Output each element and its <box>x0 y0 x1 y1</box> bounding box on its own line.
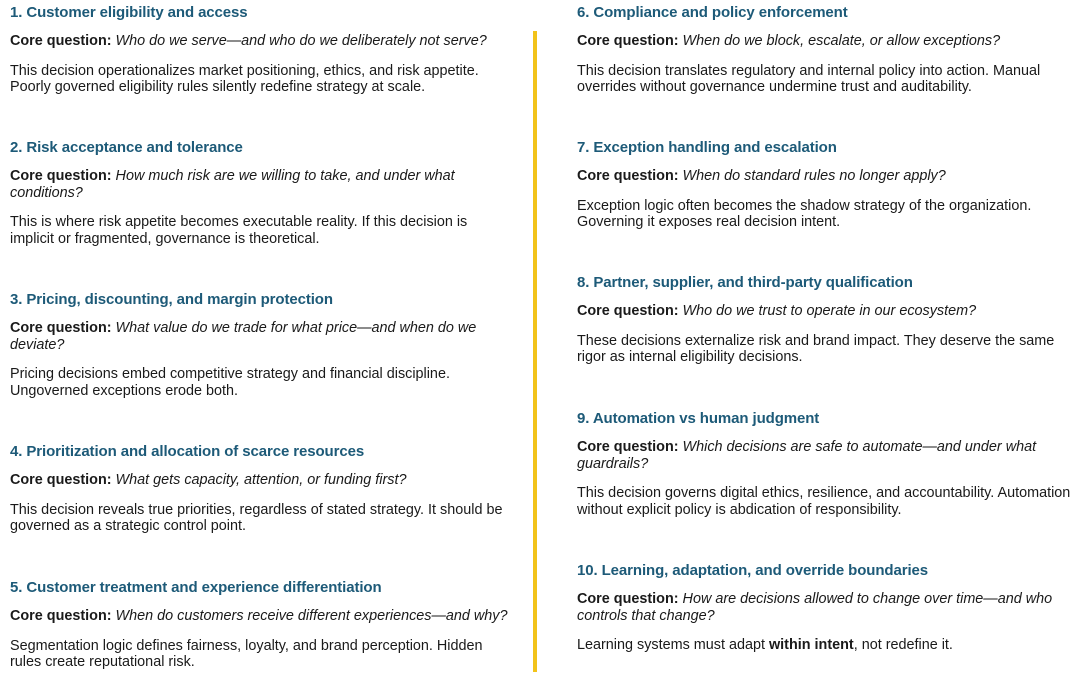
core-question-label: Core question: <box>10 168 112 184</box>
decision-item-6 <box>577 4 1071 96</box>
decision-description: This is where risk appetite becomes executable reality. If this decision is implicit or fragmented, governance is theoretical. <box>10 214 468 247</box>
decision-title: 5. Customer treatment and experience differentiation <box>10 579 382 596</box>
core-question-text: When do we block, escalate, or allow exceptions? <box>682 33 1001 49</box>
core-question <box>577 168 1071 185</box>
decision-item-8 <box>577 274 1071 366</box>
decision-item-10 <box>577 562 1071 654</box>
core-question-label: Core question: <box>577 439 679 455</box>
core-question-label: Core question: <box>577 33 679 49</box>
core-question-label: Core question: <box>10 608 112 624</box>
core-question-text: How are decisions allowed to change over time—and who controls that change? <box>577 591 1053 624</box>
core-question <box>10 320 510 353</box>
decision-description: This decision translates regulatory and internal policy into action. Manual overrides without governance undermine trust and auditability. <box>577 62 1041 95</box>
decision-description <box>577 637 1071 654</box>
decision-description: This decision reveals true priorities, regardless of stated strategy. It should be governed as a strategic control point. <box>10 501 503 534</box>
core-question <box>10 472 510 489</box>
decision-title: 7. Exception handling and escalation <box>577 139 837 156</box>
decision-item-2 <box>10 139 510 247</box>
core-question-text: What value do we trade for what price—and when do we deviate? <box>10 320 477 353</box>
desc-pre: Learning systems must adapt <box>577 637 769 653</box>
core-question <box>577 439 1071 472</box>
decision-item-1 <box>10 4 510 96</box>
core-question <box>577 33 1071 50</box>
decision-title: 6. Compliance and policy enforcement <box>577 4 848 21</box>
decision-item-5 <box>10 579 510 671</box>
core-question-text: Who do we serve—and who do we deliberately not serve? <box>115 33 487 49</box>
decision-title: 3. Pricing, discounting, and margin protection <box>10 291 333 308</box>
core-question-text: When do standard rules no longer apply? <box>682 168 946 184</box>
core-question-text: How much risk are we willing to take, and under what conditions? <box>10 168 455 201</box>
desc-emphasis: within intent <box>768 637 854 653</box>
decision-item-3 <box>10 291 510 399</box>
decision-item-9 <box>577 410 1071 518</box>
core-question-text: Which decisions are safe to automate—and under what guardrails? <box>577 439 1037 472</box>
core-question-label: Core question: <box>577 591 679 607</box>
core-question-label: Core question: <box>10 472 112 488</box>
decision-item-4 <box>10 443 510 535</box>
core-question <box>10 168 510 201</box>
column-divider <box>533 31 537 672</box>
core-question <box>577 591 1071 624</box>
core-question-label: Core question: <box>577 168 679 184</box>
core-question-text: When do customers receive different experiences—and why? <box>115 608 508 624</box>
decision-title: 1. Customer eligibility and access <box>10 4 248 21</box>
decision-description: Segmentation logic defines fairness, loyalty, and brand perception. Hidden rules create reputational risk. <box>10 637 483 670</box>
decision-description: Exception logic often becomes the shadow strategy of the organization. Governing it exposes real decision intent. <box>577 197 1032 230</box>
core-question <box>10 608 510 625</box>
decision-title: 8. Partner, supplier, and third-party qualification <box>577 274 913 291</box>
decision-item-7 <box>577 139 1071 231</box>
core-question <box>577 303 1071 320</box>
decision-title: 9. Automation vs human judgment <box>577 410 820 427</box>
decision-title: 2. Risk acceptance and tolerance <box>10 139 243 156</box>
decision-title: 10. Learning, adaptation, and override boundaries <box>577 562 929 579</box>
core-question-text: What gets capacity, attention, or funding first? <box>115 472 407 488</box>
core-question-label: Core question: <box>10 33 112 49</box>
decision-description: Pricing decisions embed competitive strategy and financial discipline. Ungoverned exceptions erode both. <box>10 366 450 399</box>
core-question-label: Core question: <box>577 303 679 319</box>
core-question-label: Core question: <box>10 320 112 336</box>
decision-description: These decisions externalize risk and brand impact. They deserve the same rigor as internal eligibility decisions. <box>577 332 1055 365</box>
decision-description: This decision operationalizes market positioning, ethics, and risk appetite. Poorly governed eligibility rules silently redefine strategy at scale. <box>10 62 479 95</box>
core-question <box>10 33 510 50</box>
desc-post: , not redefine it. <box>853 637 953 653</box>
decision-title: 4. Prioritization and allocation of scarce resources <box>10 443 365 460</box>
core-question-text: Who do we trust to operate in our ecosystem? <box>682 303 977 319</box>
decision-description: This decision governs digital ethics, resilience, and accountability. Automation without explicit policy is abdication of responsibility. <box>577 485 1071 518</box>
